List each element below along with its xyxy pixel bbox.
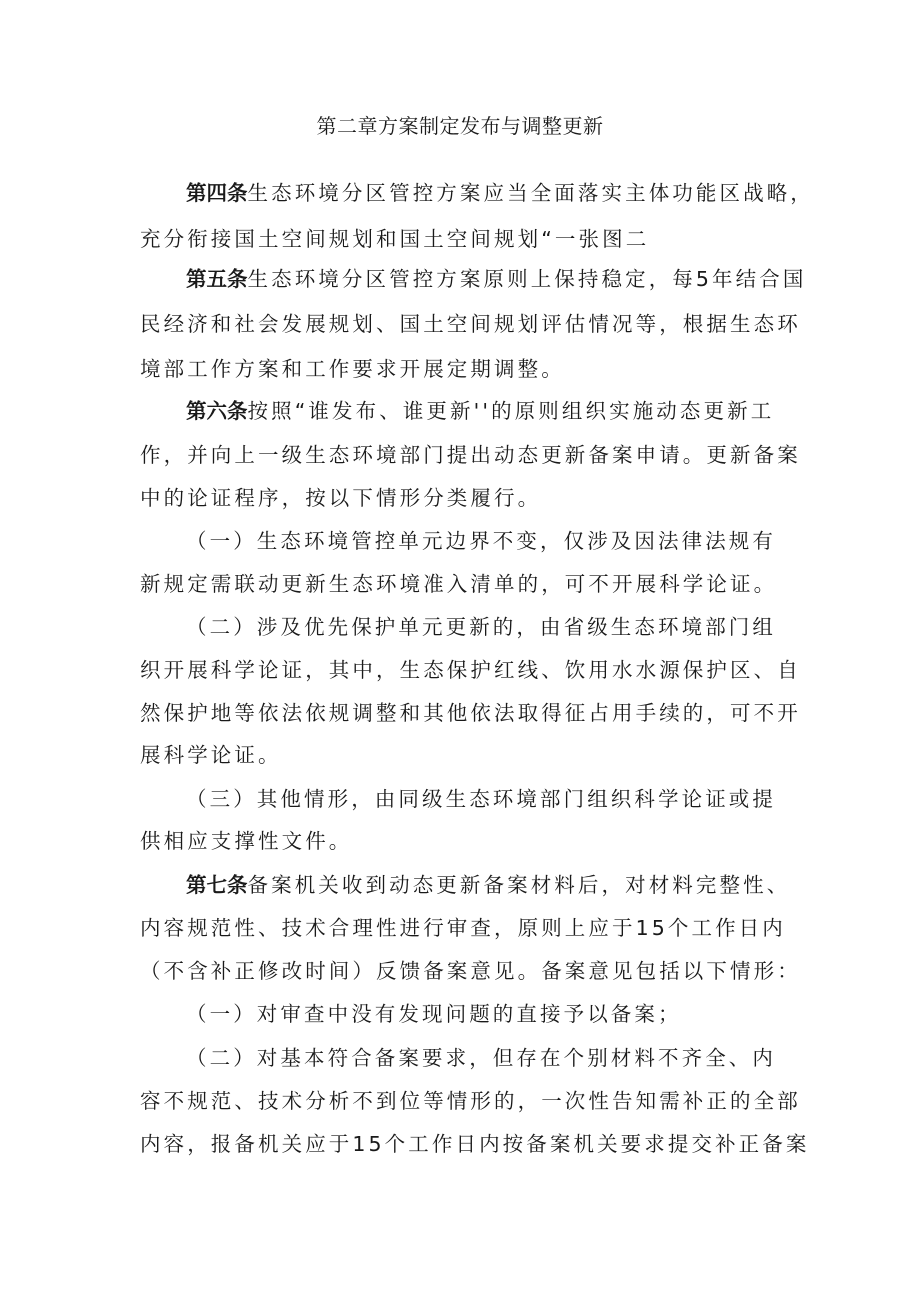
article-6-line-3: 中的论证程序，按以下情形分类履行。 <box>140 486 542 510</box>
article-7-line-2: 内容规范性、技术合理性进行审查，原则上应于15个工作日内 <box>140 916 786 940</box>
article-5-line-1 <box>186 264 807 294</box>
article-text: 按照“谁发布、谁更新''的原则组织实施动态更新工 <box>247 399 775 423</box>
article-6-item-3-line-2: 供相应支撑性文件。 <box>140 829 353 853</box>
article-4-line-2: 充分衔接国土空间规划和国土空间规划“一张图二 <box>140 227 650 251</box>
article-number: 第五条 <box>186 267 248 291</box>
article-6-item-1-line-1: （一）生态环境管控单元边界不变，仅涉及因法律法规有 <box>186 529 776 553</box>
article-6-item-2-line-4: 展科学论证。 <box>140 743 282 767</box>
article-number: 第四条 <box>186 181 248 205</box>
article-text: 生态环境分区管控方案应当全面落实主体功能区战略， <box>247 181 814 205</box>
article-number: 第六条 <box>186 399 248 423</box>
article-number: 第七条 <box>186 873 248 897</box>
article-7-item-2-line-1: （二）对基本符合备案要求，但存在个别材料不齐全、内 <box>186 1046 776 1070</box>
article-6-item-2-line-3: 然保护地等依法依规调整和其他依法取得征占用手续的，可不开 <box>140 701 801 725</box>
article-5-line-3: 境部工作方案和工作要求开展定期调整。 <box>140 357 565 381</box>
article-6-item-1-line-2: 新规定需联动更新生态环境准入清单的，可不开展科学论证。 <box>140 572 778 596</box>
article-6-item-2-line-1: （二）涉及优先保护单元更新的，由省级生态环境部门组 <box>186 615 776 639</box>
article-7-line-3: （不含补正修改时间）反馈备案意见。备案意见包括以下情形： <box>140 959 801 983</box>
article-6-line-2: 作，并向上一级生态环境部门提出动态更新备案申请。更新备案 <box>140 443 801 467</box>
chapter-title: 第二章方案制定发布与调整更新 <box>316 114 604 138</box>
article-4-line-1 <box>186 178 814 208</box>
article-7-item-2-line-2: 容不规范、技术分析不到位等情形的，一次性告知需补正的全部 <box>140 1089 801 1113</box>
article-5-line-2: 民经济和社会发展规划、国土空间规划评估情况等，根据生态环 <box>140 312 801 336</box>
article-text: 生态环境分区管控方案原则上保持稳定，每5年结合国 <box>247 267 807 291</box>
article-6-line-1 <box>186 396 800 426</box>
article-7-item-1-line-1: （一）对审查中没有发现问题的直接予以备案； <box>186 1002 682 1026</box>
article-text: 备案机关收到动态更新备案材料后，对材料完整性、 <box>247 873 791 897</box>
article-7-line-1 <box>186 870 800 900</box>
article-7-item-2-line-3: 内容，报备机关应于15个工作日内按备案机关要求提交补正备案 <box>140 1132 810 1156</box>
article-6-item-2-line-2: 织开展科学论证，其中，生态保护红线、饮用水水源保护区、自 <box>140 658 801 682</box>
article-6-item-3-line-1: （三）其他情形，由同级生态环境部门组织科学论证或提 <box>186 787 776 811</box>
